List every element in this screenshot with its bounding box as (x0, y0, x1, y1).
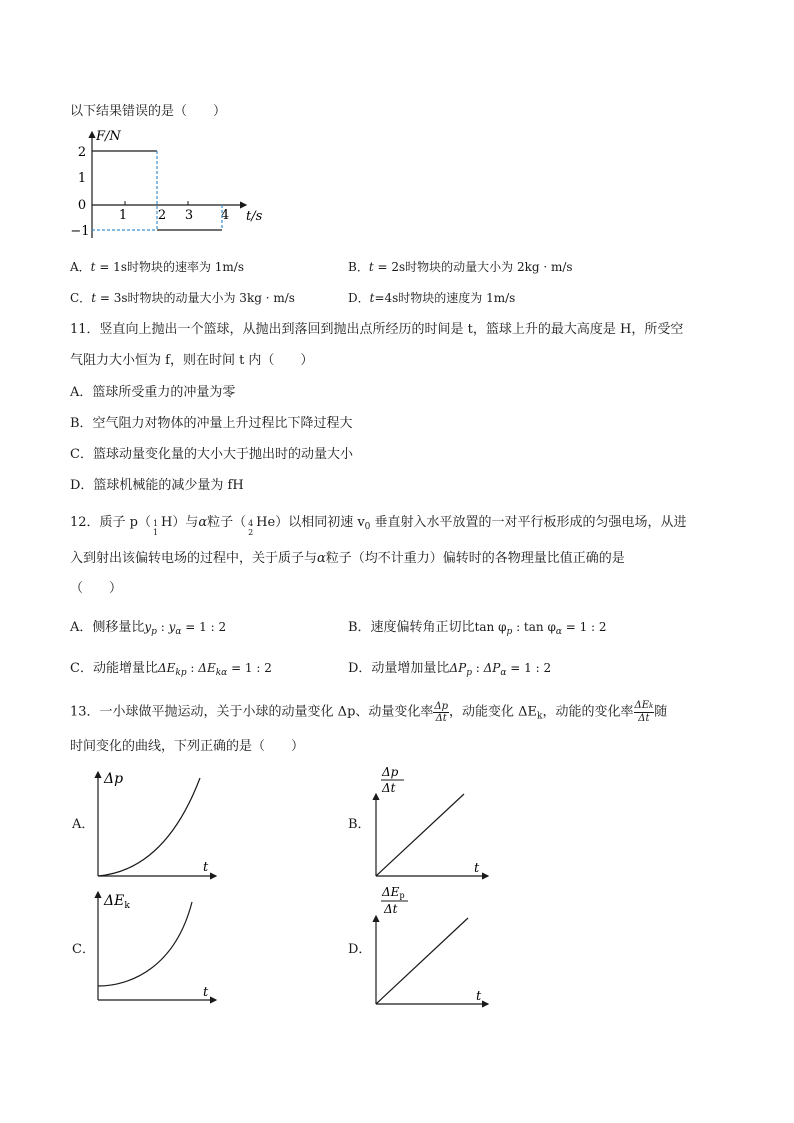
q12-option-c: C．动能增量比$\Delta E_{kp}$ : $\Delta E_{k\alpha} = 1$ : 2 (70, 661, 272, 678)
q13-option-c-label: C． (72, 942, 95, 957)
svg-text:ΔEp: ΔEp (382, 885, 405, 900)
y-tick-0: 0 (77, 198, 87, 213)
q11-option-b: B．空气阻力对物体的冲量上升过程比下降过程大 (70, 416, 353, 431)
force-time-graph (70, 126, 270, 244)
svg-text:t: t (203, 860, 209, 875)
q11-stem-line2: 气阻力大小恒为 f，则在时间 t 内（ ） (70, 353, 314, 368)
q12-stem-line3: （ ） (70, 581, 123, 596)
q13-graph-b (368, 762, 492, 886)
q12-stem-line2: 入到射出该偏转电场的过程中，关于质子与α粒子（均不计重力）偏转时的各物理量比值正确的是 (70, 551, 625, 566)
svg-text:Δp: Δp (104, 771, 124, 787)
svg-text:Δt: Δt (384, 902, 398, 916)
q13-graph-c (90, 888, 220, 1006)
q11-option-d: D．篮球机械能的减少量为 fH (70, 478, 244, 493)
q11-stem-line1: 11．竖直向上抛出一个篮球，从抛出到落回到抛出点所经历的时间是 t，篮球上升的最大高度是 H，所受空 (70, 322, 684, 337)
q10-option-a: A．t = 1s时物块的速率为 1m/s (70, 260, 245, 274)
q13-graph-d (368, 882, 492, 1010)
svg-text:t: t (476, 989, 482, 1004)
svg-text:ΔEk: $\Delta E_k$ (104, 893, 130, 911)
y-tick-1: 1 (77, 171, 87, 186)
q13-option-b-label: B． (348, 817, 371, 832)
y-tick-2: 2 (77, 145, 87, 160)
q10-option-c: C．t = 3s时物块的动量大小为 3kg · m/s (70, 291, 295, 305)
x-tick-4: 4 (220, 208, 230, 223)
svg-text:Δp: Δp (382, 765, 399, 779)
x-tick-2: 2 (157, 208, 167, 223)
q13-option-a-label: A． (72, 817, 95, 832)
y-tick-neg1: −1 (70, 224, 90, 239)
q11-option-c: C．篮球动量变化量的大小大于抛出时的动量大小 (70, 447, 353, 462)
q12-stem-line1: 12．质子 p（ 1 1 H）与α粒子（ 4 2 He）以相同初速 $v_0$ 垂直射入水平放置的一对平行板形成的匀强电场，从进 (70, 515, 687, 537)
svg-text:t: t (203, 985, 209, 1000)
q13-stem-line1: 13．一小球做平抛运动，关于小球的动量变化 Δp、动量变化率 $\frac{\Delta p}{\Delta t}$ ，动能变化 $\Delta E_k$，动能的变化率 $\frac{\text{ΔEk}}{\Delta t}$ 随 (70, 700, 668, 724)
q12-option-a: A．侧移量比$y_p$ : $y_\alpha = 1$ : 2 (70, 620, 227, 637)
intro-text: 以下结果错误的是（ ） (70, 104, 227, 119)
x-tick-3: 3 (184, 208, 194, 223)
y-axis-label: F/N (96, 129, 121, 144)
q12-option-b: B．速度偏转角正切比$\tan \varphi_p$ : $\tan \varphi_\alpha = 1$ : 2 (348, 620, 607, 637)
svg-text:Δt: Δt (382, 781, 396, 795)
q11-option-a: A．篮球所受重力的冲量为零 (70, 385, 236, 400)
q12-option-d: D．动量增加量比$\Delta P_p$ : $\Delta P_\alpha = 1$ : 2 (348, 661, 552, 678)
x-axis-label: t/s (246, 209, 263, 224)
q13-stem-line2: 时间变化的曲线，下列正确的是（ ） (70, 739, 305, 754)
q13-graph-a (90, 768, 220, 886)
q13-option-d-label: D． (348, 942, 372, 957)
svg-text:t: t (474, 861, 480, 876)
q10-option-d: D．t=4s时物块的速度为 1m/s (348, 291, 516, 305)
x-tick-1: 1 (118, 208, 128, 223)
q10-option-b: B．t = 2s时物块的动量大小为 2kg · m/s (348, 260, 573, 274)
